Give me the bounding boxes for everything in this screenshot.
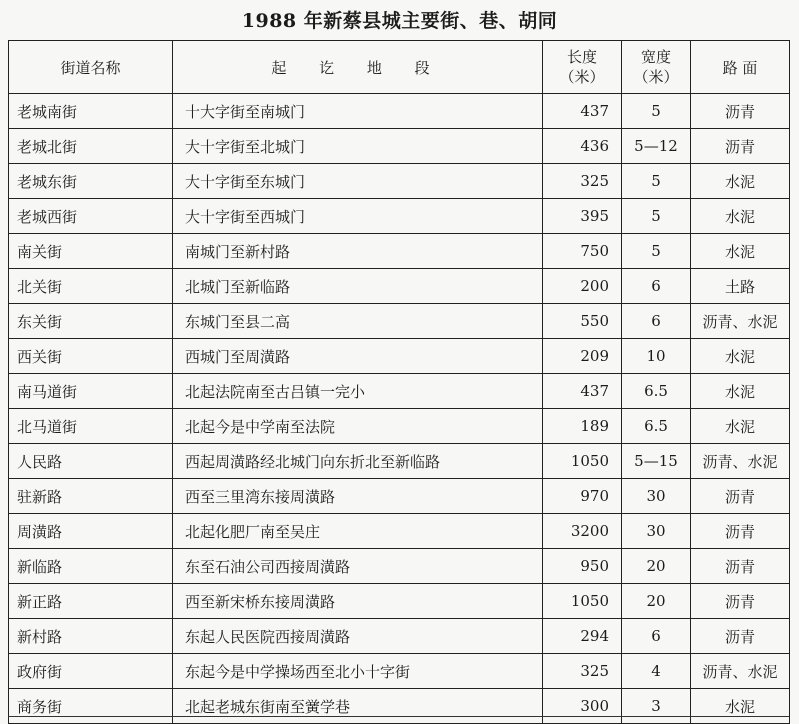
range-cell: 大十字街至北城门 xyxy=(173,129,543,164)
street-name-cell: 驻新路 xyxy=(9,479,173,514)
header-surface: 路 面 xyxy=(691,41,790,94)
street-name-cell: 老城北街 xyxy=(9,129,173,164)
range-cell: 东起今是中学操场西至北小十字街 xyxy=(173,654,543,689)
range-cell: 北城门至新临路 xyxy=(173,269,543,304)
page-title: 1988 年新蔡县城主要街、巷、胡同 xyxy=(241,10,558,32)
length-cell: 325 xyxy=(543,654,622,689)
street-name-cell: 西关街 xyxy=(9,339,173,374)
surface-cell: 沥青 xyxy=(691,94,790,129)
width-cell: 5 xyxy=(622,94,691,129)
surface-cell: 水泥 xyxy=(691,409,790,444)
range-cell: 东起人民医院西接周潢路 xyxy=(173,619,543,654)
width-cell: 6.5 xyxy=(622,374,691,409)
range-cell: 十大字街至南城门 xyxy=(173,94,543,129)
table-row xyxy=(9,199,790,234)
table-row xyxy=(9,514,790,549)
surface-cell: 沥青 xyxy=(691,549,790,584)
length-cell: 950 xyxy=(543,549,622,584)
width-cell: 30 xyxy=(622,514,691,549)
range-cell: 西至三里湾东接周潢路 xyxy=(173,479,543,514)
length-cell: 1050 xyxy=(543,584,622,619)
range-cell: 东至石油公司西接周潢路 xyxy=(173,549,543,584)
street-name-cell: 商务街 xyxy=(9,689,173,724)
length-cell: 3200 xyxy=(543,514,622,549)
width-cell: 5—12 xyxy=(622,129,691,164)
table-row xyxy=(9,549,790,584)
length-cell: 1050 xyxy=(543,444,622,479)
surface-cell: 水泥 xyxy=(691,374,790,409)
surface-cell: 沥青 xyxy=(691,129,790,164)
length-cell: 325 xyxy=(543,164,622,199)
table-row xyxy=(9,129,790,164)
width-cell: 6 xyxy=(622,619,691,654)
table-bottom-border xyxy=(8,716,789,717)
range-cell: 北起老城东街南至黉学巷 xyxy=(173,689,543,724)
street-name-cell: 政府街 xyxy=(9,654,173,689)
width-cell: 20 xyxy=(622,549,691,584)
table-row xyxy=(9,619,790,654)
range-cell: 西起周潢路经北城门向东折北至新临路 xyxy=(173,444,543,479)
table-row xyxy=(9,584,790,619)
header-length-line2: （米） xyxy=(559,68,605,86)
range-cell: 西至新宋桥东接周潢路 xyxy=(173,584,543,619)
street-name-cell: 周潢路 xyxy=(9,514,173,549)
header-width-line2: （米） xyxy=(633,68,679,86)
range-cell: 东城门至县二高 xyxy=(173,304,543,339)
header-length-line1: 长度 xyxy=(566,48,597,66)
header-street-name: 街道名称 xyxy=(9,41,173,94)
length-cell: 200 xyxy=(543,269,622,304)
width-cell: 5 xyxy=(622,234,691,269)
width-cell: 5—15 xyxy=(622,444,691,479)
table-row xyxy=(9,374,790,409)
length-cell: 750 xyxy=(543,234,622,269)
length-cell: 437 xyxy=(543,94,622,129)
width-cell: 6 xyxy=(622,304,691,339)
range-cell: 北起化肥厂南至吴庄 xyxy=(173,514,543,549)
length-cell: 294 xyxy=(543,619,622,654)
range-cell: 南城门至新村路 xyxy=(173,234,543,269)
table-row xyxy=(9,304,790,339)
length-cell: 209 xyxy=(543,339,622,374)
table-row xyxy=(9,689,790,724)
width-cell: 6 xyxy=(622,269,691,304)
width-cell: 10 xyxy=(622,339,691,374)
table-row xyxy=(9,234,790,269)
surface-cell: 沥青 xyxy=(691,479,790,514)
table-row xyxy=(9,444,790,479)
length-cell: 189 xyxy=(543,409,622,444)
width-cell: 5 xyxy=(622,164,691,199)
table-row xyxy=(9,339,790,374)
width-cell: 30 xyxy=(622,479,691,514)
surface-cell: 沥青 xyxy=(691,514,790,549)
street-name-cell: 老城西街 xyxy=(9,199,173,234)
range-cell: 大十字街至东城门 xyxy=(173,164,543,199)
surface-cell: 水泥 xyxy=(691,689,790,724)
length-cell: 970 xyxy=(543,479,622,514)
length-cell: 395 xyxy=(543,199,622,234)
range-cell: 西城门至周潢路 xyxy=(173,339,543,374)
table-header-row xyxy=(9,41,790,94)
length-cell: 436 xyxy=(543,129,622,164)
street-name-cell: 新村路 xyxy=(9,619,173,654)
surface-cell: 沥青 xyxy=(691,584,790,619)
surface-cell: 水泥 xyxy=(691,339,790,374)
header-width-line1: 宽度 xyxy=(640,48,671,66)
street-name-cell: 人民路 xyxy=(9,444,173,479)
surface-cell: 沥青、水泥 xyxy=(691,444,790,479)
street-name-cell: 北关街 xyxy=(9,269,173,304)
street-name-cell: 老城南街 xyxy=(9,94,173,129)
width-cell: 3 xyxy=(622,689,691,724)
table-row xyxy=(9,409,790,444)
header-range xyxy=(173,41,543,94)
length-cell: 300 xyxy=(543,689,622,724)
range-cell: 北起法院南至古吕镇一完小 xyxy=(173,374,543,409)
streets-table xyxy=(8,40,790,724)
surface-cell: 水泥 xyxy=(691,199,790,234)
range-cell: 大十字街至西城门 xyxy=(173,199,543,234)
width-cell: 4 xyxy=(622,654,691,689)
street-name-cell: 老城东街 xyxy=(9,164,173,199)
surface-cell: 沥青、水泥 xyxy=(691,654,790,689)
surface-cell: 水泥 xyxy=(691,164,790,199)
surface-cell: 沥青 xyxy=(691,619,790,654)
street-name-cell: 南马道街 xyxy=(9,374,173,409)
street-name-cell: 东关街 xyxy=(9,304,173,339)
surface-cell: 土路 xyxy=(691,269,790,304)
length-cell: 437 xyxy=(543,374,622,409)
table-row xyxy=(9,269,790,304)
surface-cell: 沥青、水泥 xyxy=(691,304,790,339)
table-body xyxy=(9,94,790,724)
street-name-cell: 北马道街 xyxy=(9,409,173,444)
range-cell: 北起今是中学南至法院 xyxy=(173,409,543,444)
table-row xyxy=(9,654,790,689)
street-name-cell: 新临路 xyxy=(9,549,173,584)
header-width xyxy=(622,41,691,94)
header-length xyxy=(543,41,622,94)
street-name-cell: 新正路 xyxy=(9,584,173,619)
street-name-cell: 南关街 xyxy=(9,234,173,269)
table-row xyxy=(9,479,790,514)
width-cell: 20 xyxy=(622,584,691,619)
table-row xyxy=(9,94,790,129)
header-range-label: 起 讫 地 段 xyxy=(271,58,444,77)
surface-cell: 水泥 xyxy=(691,234,790,269)
width-cell: 6.5 xyxy=(622,409,691,444)
width-cell: 5 xyxy=(622,199,691,234)
table-row xyxy=(9,164,790,199)
length-cell: 550 xyxy=(543,304,622,339)
